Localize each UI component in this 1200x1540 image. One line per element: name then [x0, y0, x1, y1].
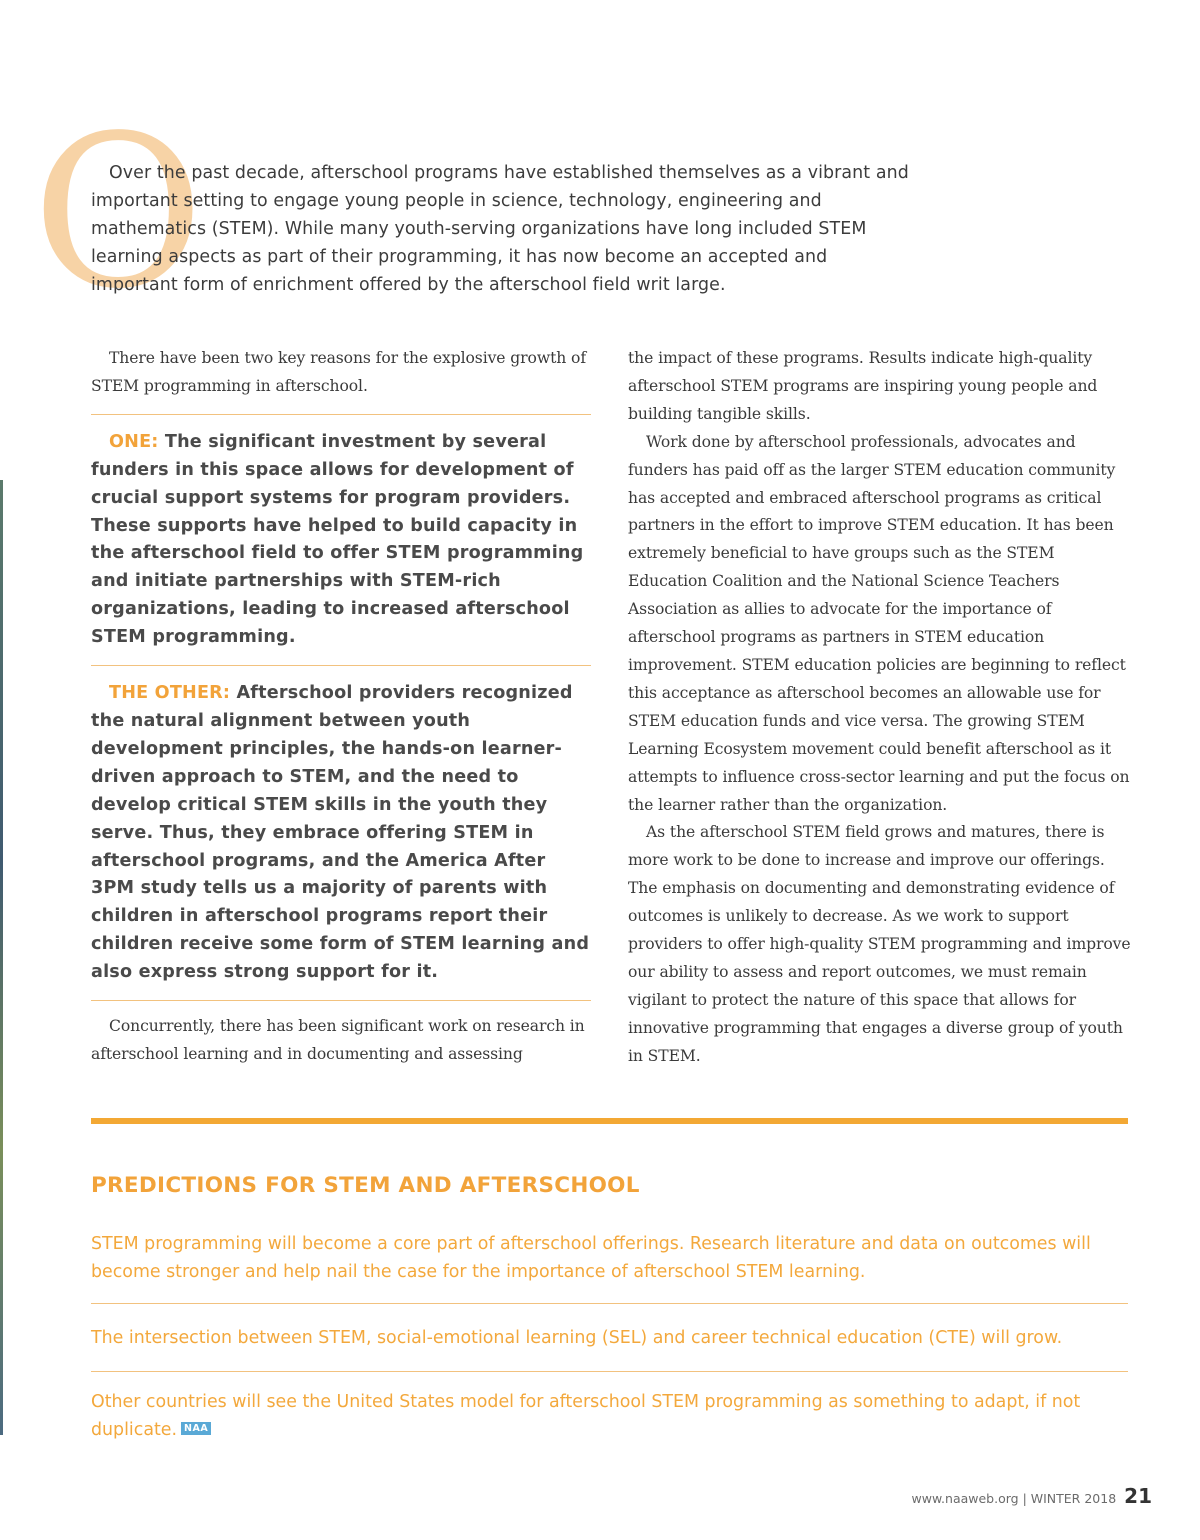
- intro-text: Over the past decade, afterschool programs have established themselves as a vibrant and important setting to engage young people in science, technology, engineering and mathematics (STEM). While many youth-serving organizations have long included STEM learning aspects as part of their programming, it has now become an accepted and important form of enrichment offered by the afterschool field writ large.: [91, 163, 909, 295]
- page-number: 21: [1124, 1484, 1152, 1508]
- reason-one-callout: [91, 415, 591, 665]
- reason-other-label: THE OTHER:: [109, 683, 231, 704]
- page-edge-image-strip: [0, 480, 3, 1435]
- prediction-item-2: The intersection between STEM, social-emotional learning (SEL) and career technical education (CTE) will grow.: [91, 1328, 1063, 1348]
- left-paragraph-last: Concurrently, there has been significant work on research in afterschool learning and in documenting and assessing: [91, 1017, 585, 1063]
- predictions-list: [91, 1230, 1128, 1444]
- right-paragraph-3: As the afterschool STEM field grows and matures, there is more work to be done to increase and improve our offerings. The emphasis on documenting and demonstrating evidence of outcomes is unlikely to decrease. As we work to support providers to offer high-quality STEM programming and improve our ability to assess and report outcomes, we must remain vigilant to protect the nature of this space that allows for innovative programming that engages a diverse group of youth in STEM.: [628, 823, 1131, 1065]
- predictions-heading: PREDICTIONS FOR STEM AND AFTERSCHOOL: [91, 1173, 640, 1198]
- footer-site-issue: www.naaweb.org | WINTER 2018: [911, 1491, 1117, 1506]
- page-footer: [912, 1484, 1152, 1508]
- naa-logo-badge: NAA: [181, 1422, 211, 1435]
- section-divider: [91, 1118, 1128, 1124]
- drop-cap-letter: O: [32, 90, 205, 335]
- left-paragraph-1: There have been two key reasons for the explosive growth of STEM programming in afterschool.: [91, 349, 586, 395]
- right-column: [628, 345, 1133, 1071]
- reason-other-text: Afterschool providers recognized the natural alignment between youth development principles, the hands-on learner-driven approach to STEM, and the need to develop critical STEM skills in the youth they serve. Thus, they embrace offering STEM in afterschool programs, and the America After 3PM study tells us a majority of parents with children in afterschool programs report their children receive some form of STEM learning and also express strong support for it.: [91, 683, 590, 983]
- right-paragraph-1: the impact of these programs. Results indicate high-quality afterschool STEM programs are inspiring young people and building tangible skills.: [628, 349, 1098, 423]
- left-column: [91, 345, 591, 1069]
- prediction-item-1: STEM programming will become a core part of afterschool offerings. Research literature and data on outcomes will become stronger and help nail the case for the importance of afterschool STEM learning.: [91, 1234, 1091, 1282]
- prediction-item-3-text: Other countries will see the United States model for afterschool STEM programming as something to adapt, if not duplicate.: [91, 1392, 1081, 1440]
- reason-one-text: The significant investment by several funders in this space allows for development of crucial support systems for program providers. These supports have helped to build capacity in the afterschool field to offer STEM programming and initiate partnerships with STEM-rich organizations, leading to increased afterschool STEM programming.: [91, 431, 584, 648]
- prediction-item-3: [91, 1372, 1128, 1444]
- reason-one-label: ONE:: [109, 431, 159, 452]
- reason-other-callout: [91, 666, 591, 1000]
- right-paragraph-2: Work done by afterschool professionals, advocates and funders has paid off as the larger STEM education community has accepted and embraced afterschool programs as critical partners in the effort to improve STEM education. It has been extremely beneficial to have groups such as the STEM Education Coalition and the National Science Teachers Association as allies to advocate for the importance of afterschool programs as partners in STEM education improvement. STEM education policies are beginning to reflect this acceptance as afterschool becomes an allowable use for STEM education funds and vice versa. The growing STEM Learning Ecosystem movement could benefit afterschool as it attempts to influence cross-sector learning and put the focus on the learner rather than the organization.: [628, 432, 1130, 814]
- intro-paragraph: [91, 160, 911, 300]
